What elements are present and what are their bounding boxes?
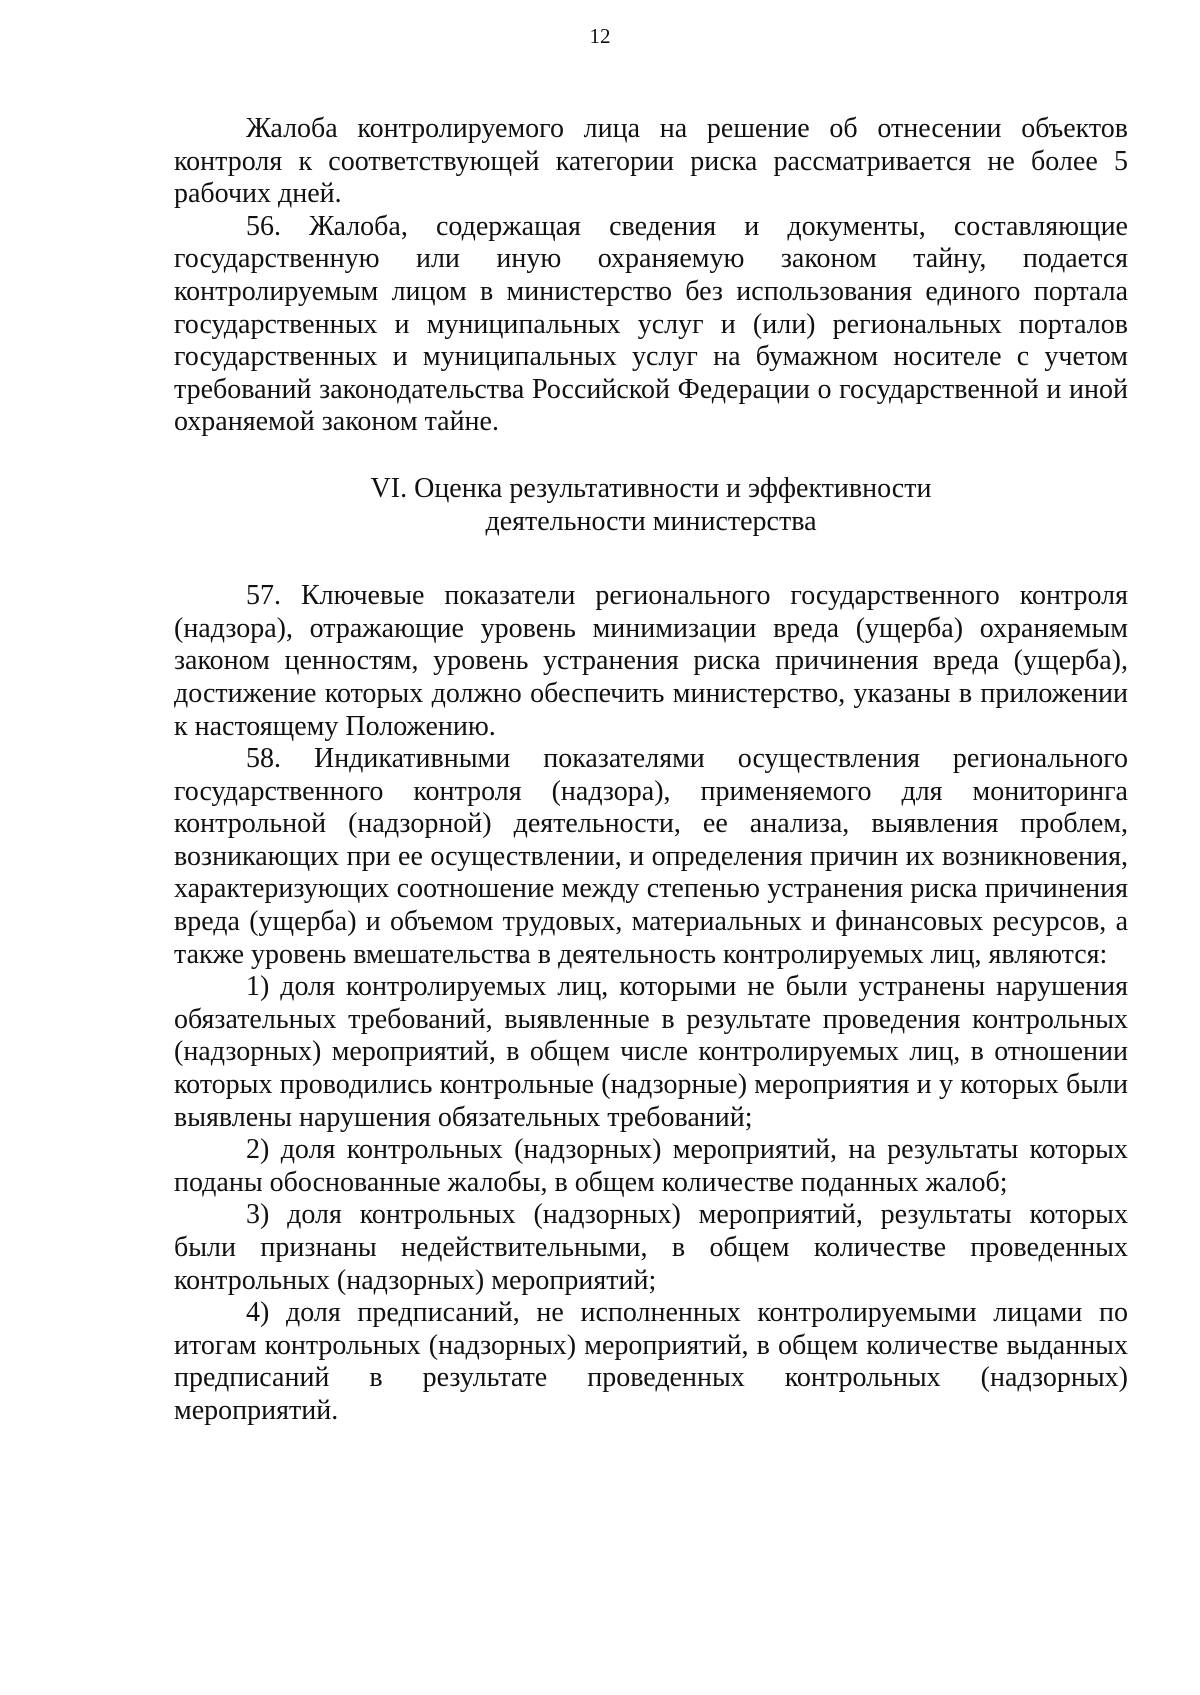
paragraph-58: 58. Индикативными показателями осуществления регионального государственного контроля (надзора), применяемого для мониторинга контрольной (надзорной) деятельности, ее анализа, выявления проблем, возникающих при ее осуществлении, и определения причин их возникновения, характеризующих соотношение между степенью устранения риска причинения вреда (ущерба) и объемом трудовых, материальных и финансовых ресурсов, а также уровень вмешательства в деятельность контролируемых лиц, являются: — [174, 743, 1128, 970]
document-body — [174, 113, 1128, 1428]
list-item-4: 4) доля предписаний, не исполненных контролируемыми лицами по итогам контрольных (надзорных) мероприятий, в общем количестве выданных предписаний в результате проведенных контрольных (надзорных) мероприятий. — [174, 1297, 1128, 1426]
paragraph-56: 56. Жалоба, содержащая сведения и документы, составляющие государственную или иную охраняемую законом тайну, подается контролируемым лицом в министерство без использования единого портала государственных и муниципальных услуг и (или) региональных порталов государственных и муниципальных услуг на бумажном носителе с учетом требований законодательства Российской Федерации о государственной и иной охраняемой законом тайне. — [174, 210, 1128, 438]
section-heading-line-1: VI. Оценка результативности и эффективности — [370, 472, 932, 504]
list-item-2: 2) доля контрольных (надзорных) мероприятий, на результаты которых поданы обоснованные жалобы, в общем количестве поданных жалоб; — [174, 1134, 1128, 1198]
section-heading-line-2: деятельности министерства — [485, 505, 817, 537]
page-number: 12 — [589, 24, 611, 48]
list-item-3: 3) доля контрольных (надзорных) мероприятий, результаты которых были признаны недействительными, в общем количестве проведенных контрольных (надзорных) мероприятий; — [174, 1199, 1128, 1296]
paragraph-57: 57. Ключевые показатели регионального государственного контроля (надзора), отражающие уровень минимизации вреда (ущерба) охраняемым законом ценностям, уровень устранения риска причинения вреда (ущерба), достижение которых должно обеспечить министерство, указаны в приложении к настоящему Положению. — [174, 580, 1128, 742]
list-item-1: 1) доля контролируемых лиц, которыми не были устранены нарушения обязательных требований, выявленные в результате проведения контрольных (надзорных) мероприятий, в общем числе контролируемых лиц, в отношении которых проводились контрольные (надзорные) мероприятия и у которых были выявлены нарушения обязательных требований; — [174, 971, 1128, 1133]
paragraph-complaint-term: Жалоба контролируемого лица на решение об отнесении объектов контроля к соответствующей категории риска рассматривается не более 5 рабочих дней. — [174, 113, 1128, 210]
section-heading — [174, 473, 1128, 538]
